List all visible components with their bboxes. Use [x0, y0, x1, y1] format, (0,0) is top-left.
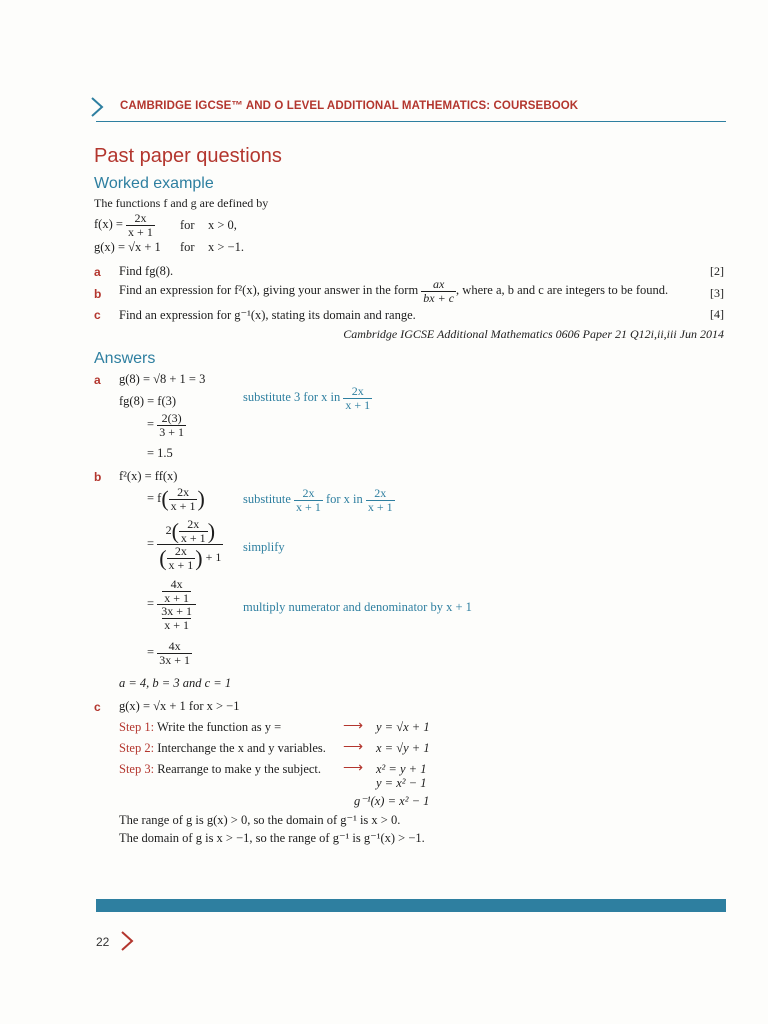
- f-domain: x > 0,: [208, 218, 237, 232]
- header-rule: [96, 121, 726, 122]
- answer-b-note2: simplify: [243, 540, 285, 554]
- step-row-3: Step 3: Rearrange to make y the subject.: [119, 762, 322, 776]
- f-domain-for: for: [180, 218, 195, 232]
- answer-c-range2: The domain of g is x > −1, so the range of g⁻¹ is g⁻¹(x) > −1.: [119, 831, 425, 845]
- step-eq-3: x² = y + 1: [376, 762, 427, 776]
- question-label-a: a: [94, 265, 101, 279]
- answer-a-line3: = $\frac{2(3)}{3 + 1}$: [147, 411, 184, 439]
- answer-label-b: b: [94, 470, 102, 484]
- g-domain-for: for: [180, 240, 195, 254]
- answer-c-range1: The range of g is g(x) > 0, so the domain of g⁻¹ is x > 0.: [119, 813, 401, 827]
- answer-a-line4: = 1.5: [147, 446, 173, 460]
- chevron-right-icon: [120, 930, 134, 952]
- answer-b-line3: = 2( $\frac{2x}{x + 1}$ ) ( $\frac{2x}{x + 1}$ ) + 1: [147, 517, 222, 572]
- answer-b-line2: = f( $\frac{2x}{x + 1}$ ): [147, 485, 205, 513]
- g-definition: g(x) = √x + 1: [94, 240, 161, 254]
- answer-c-eq5: g⁻¹(x) = x² − 1: [354, 794, 430, 808]
- question-text-a: Find fg(8).: [119, 264, 174, 278]
- f-definition: f(x) = $\frac{2x}{x + 1}$: [94, 211, 153, 239]
- chevron-right-icon: [90, 96, 104, 118]
- section-title: Past paper questions: [94, 145, 282, 167]
- g-domain: x > −1.: [208, 240, 244, 254]
- answer-b-note1: substitute $\frac{2x}{x + 1}$ for x in $\frac{2x}{x + 1}$: [243, 486, 393, 514]
- step-row-1: Step 1: Write the function as y =: [119, 720, 282, 734]
- section-subtitle: Worked example: [94, 175, 214, 192]
- question-mark-a: [2]: [710, 264, 724, 278]
- answer-a-line1: g(8) = √8 + 1 = 3: [119, 372, 206, 386]
- step-eq-2: x = √y + 1: [376, 741, 430, 755]
- question-label-c: c: [94, 308, 101, 322]
- arrow-icon: ⟶: [343, 740, 364, 755]
- answer-b-line4: = $\frac{\frac{4x}{x + 1}}{\frac{3x + 1}{x + 1}}$: [147, 578, 196, 631]
- arrow-icon: ⟶: [343, 761, 364, 776]
- step-eq-1: y = √x + 1: [376, 720, 430, 734]
- answer-c-line1: g(x) = √x + 1 for x > −1: [119, 699, 240, 713]
- question-text-b: Find an expression for f²(x), giving your answer in the form $\frac{ax}{bx + c}$ , where a, b and c are integers to be found.: [119, 277, 669, 305]
- answer-a-note: substitute 3 for x in $\frac{2x}{x + 1}$: [243, 384, 371, 412]
- answer-b-note3: multiply numerator and denominator by x + 1: [243, 600, 472, 614]
- page-number: 22: [96, 935, 110, 949]
- footer-band: [96, 899, 726, 912]
- answer-label-a: a: [94, 373, 101, 387]
- answer-label-c: c: [94, 700, 101, 714]
- answer-b-result: a = 4, b = 3 and c = 1: [119, 676, 232, 690]
- answer-c-eq4: y = x² − 1: [376, 776, 427, 790]
- header-title: CAMBRIDGE IGCSE™ AND O LEVEL ADDITIONAL MATHEMATICS: COURSEBOOK: [120, 100, 579, 112]
- intro-text: The functions f and g are defined by: [94, 196, 269, 210]
- source-citation: Cambridge IGCSE Additional Mathematics 0606 Paper 21 Q12i,ii,iii Jun 2014: [343, 327, 724, 341]
- answer-b-line5: = $\frac{4x}{3x + 1}$: [147, 639, 190, 667]
- question-mark-c: [4]: [710, 307, 724, 321]
- question-label-b: b: [94, 287, 102, 301]
- step-row-2: Step 2: Interchange the x and y variables.: [119, 741, 326, 755]
- arrow-icon: ⟶: [343, 719, 364, 734]
- answers-heading: Answers: [94, 350, 156, 367]
- question-mark-b: [3]: [710, 286, 724, 300]
- question-text-c: Find an expression for g⁻¹(x), stating its domain and range.: [119, 308, 416, 322]
- answer-a-line2: fg(8) = f(3): [119, 394, 177, 408]
- answer-b-line1: f²(x) = ff(x): [119, 469, 178, 483]
